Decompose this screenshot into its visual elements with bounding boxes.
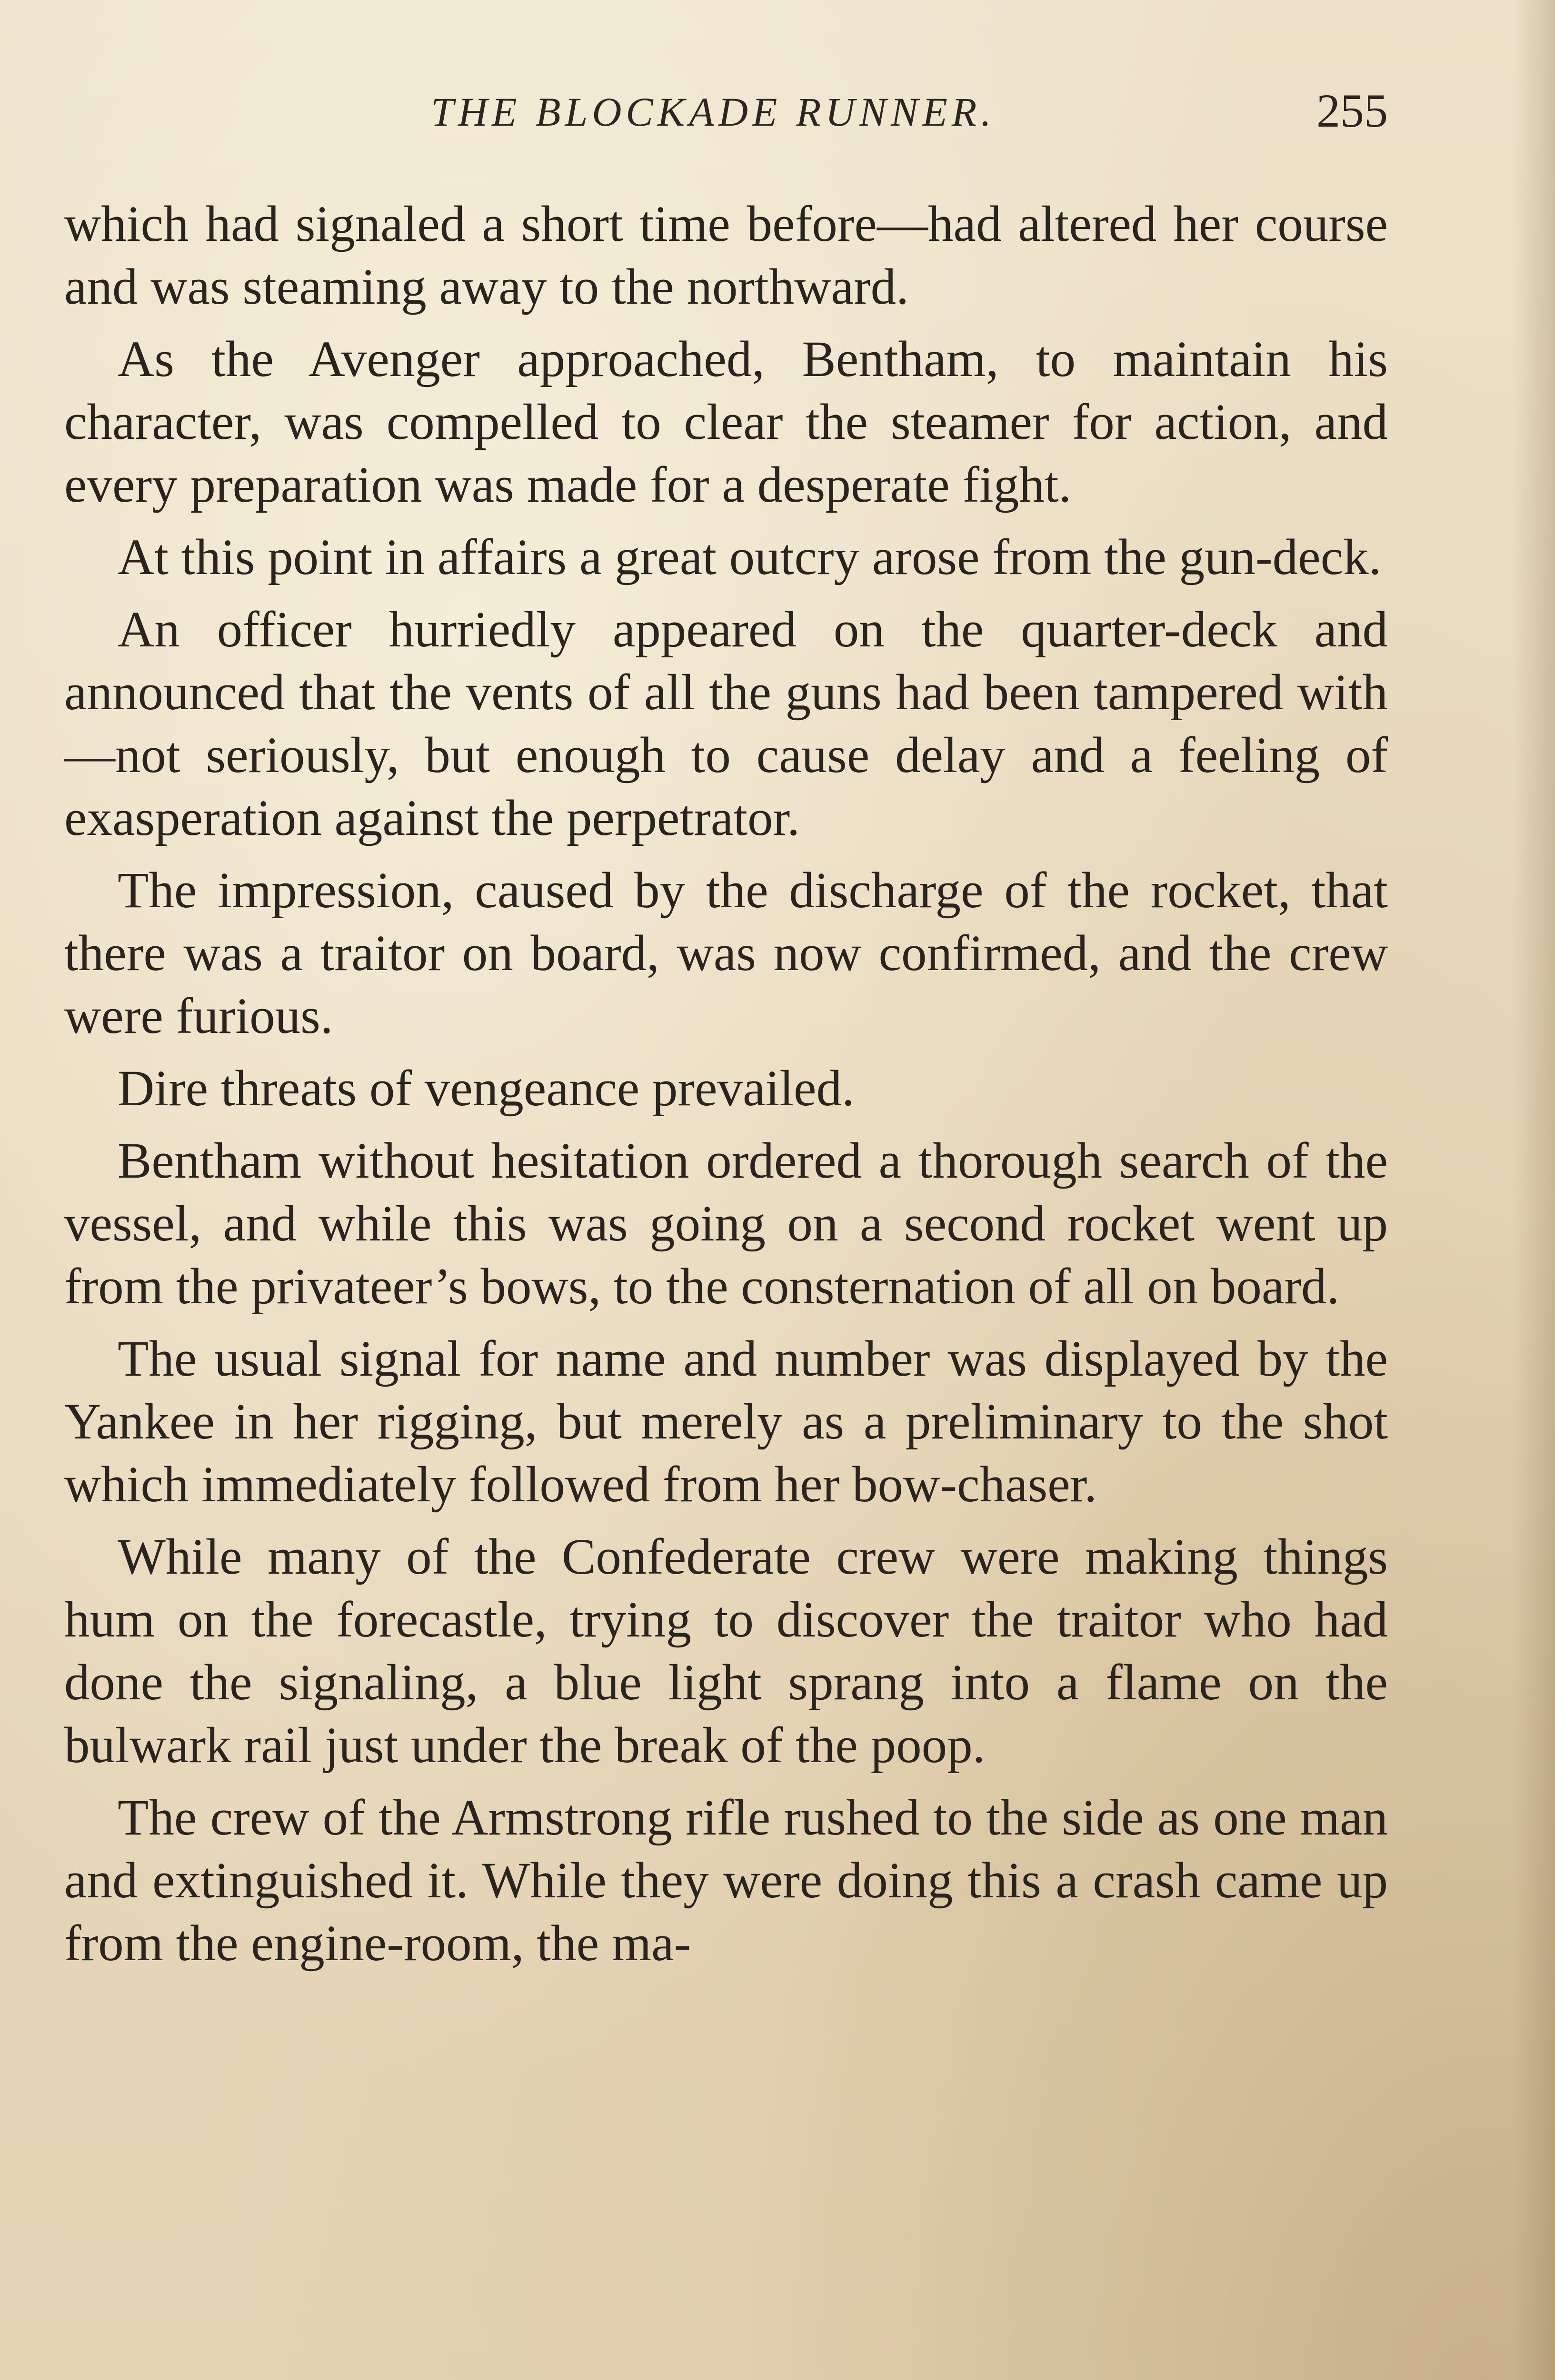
page-number: 255 <box>1316 84 1388 137</box>
paragraph: At this point in affairs a great outcry arose from the gun-deck. <box>118 529 1382 585</box>
running-title: THE BLOCKADE RUNNER. <box>431 89 996 135</box>
paragraph: An officer hurriedly appeared on the quarter-deck and announced that the vents of all the guns had been tampered with—not seriously, but enough to cause delay and a feeling of exasperation against the perpetrator. <box>64 602 1388 846</box>
body-text <box>64 193 1388 1984</box>
page-edge-shadow <box>1512 0 1555 2380</box>
paragraph: The impression, caused by the discharge of the rocket, that there was a traitor on board, was now confirmed, and the crew were furious. <box>64 863 1388 1044</box>
paragraph: As the Avenger approached, Bentham, to maintain his character, was compelled to clear the steamer for action, and every preparation was made for a desperate fight. <box>64 331 1388 513</box>
paragraph: Dire threats of vengeance prevailed. <box>118 1061 855 1117</box>
paragraph: The usual signal for name and number was displayed by the Yankee in her rigging, but merely as a preliminary to the shot which immediately followed from her bow-chaser. <box>64 1331 1388 1513</box>
paragraph: Bentham without hesitation ordered a thorough search of the vessel, and while this was going on a second rocket went up from the privateer’s bows, to the consternation of all on board. <box>64 1133 1388 1315</box>
paragraph: While many of the Confederate crew were making things hum on the forecastle, trying to discover the traitor who had done the signaling, a blue light sprang into a flame on the bulwark rail just under the break of the poop. <box>64 1529 1388 1774</box>
page-header <box>64 83 1388 140</box>
paragraph: which had signaled a short time before—had altered her course and was steaming away to the northward. <box>64 196 1388 315</box>
paragraph: The crew of the Armstrong rifle rushed to the side as one man and extinguished it. While they were doing this a crash came up from the engine-room, the ma- <box>64 1790 1388 1972</box>
